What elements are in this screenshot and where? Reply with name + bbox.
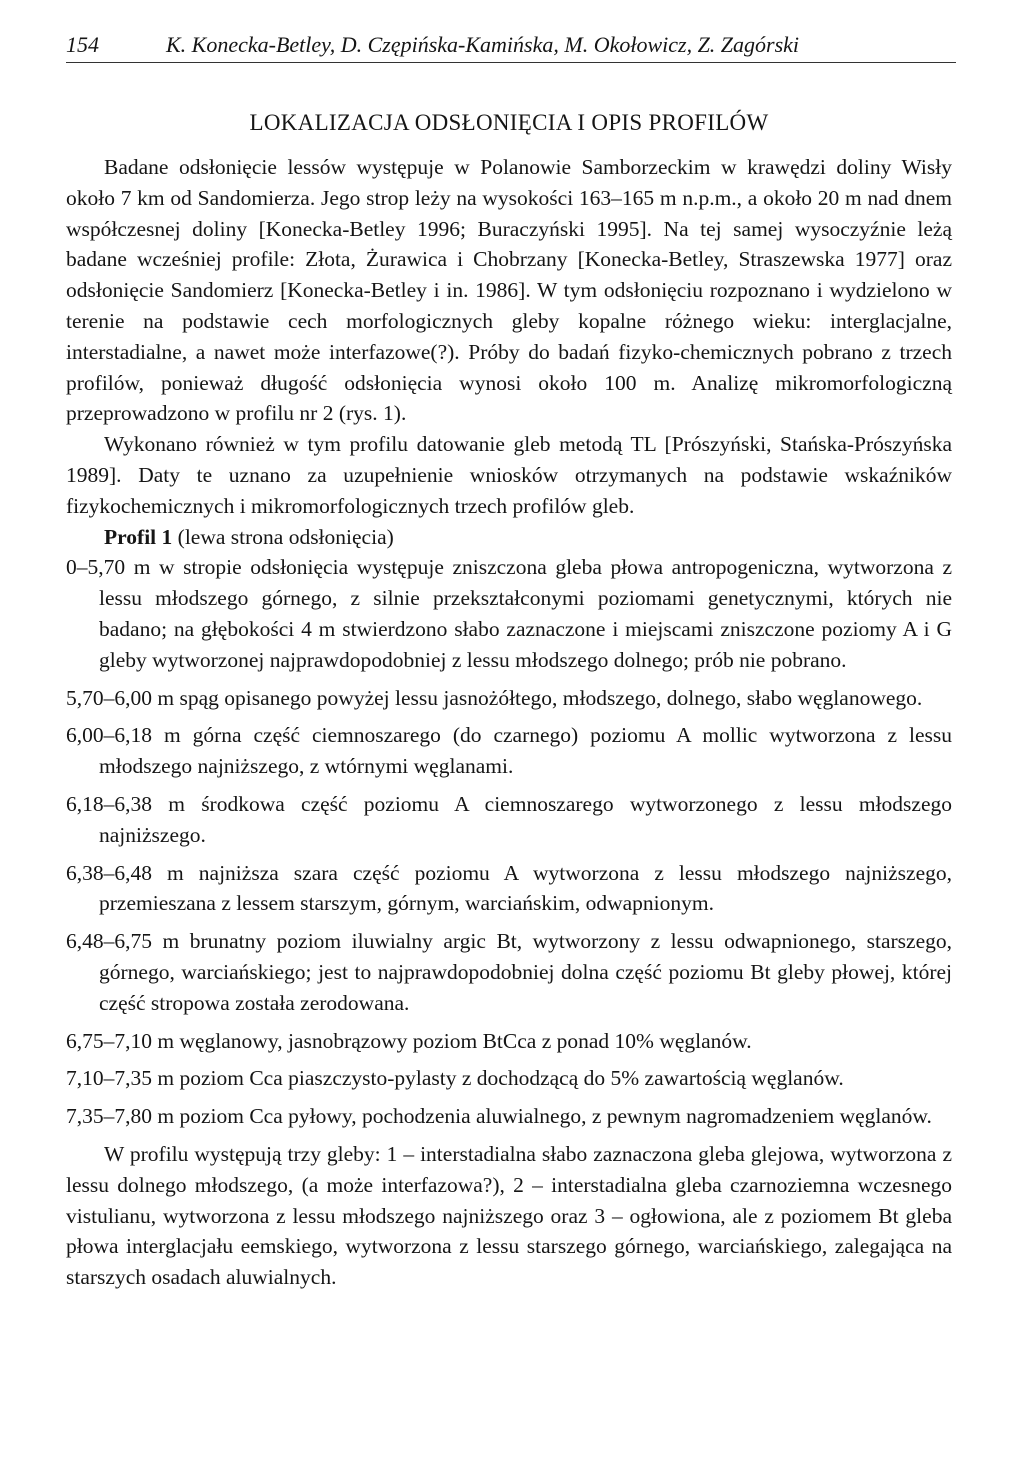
header-authors: K. Konecka-Betley, D. Czępińska-Kamińska, M. Okołowicz, Z. Zagórski [166,32,800,57]
horizon-entry: 7,10–7,35 m poziom Cca piaszczysto-pylasty z dochodzącą do 5% zawartością węglanów. [66,1066,844,1091]
profile-caption: (lewa strona odsłonięcia) [172,524,394,549]
paragraph-summary: W profilu występują trzy gleby: 1 – interstadialna słabo zaznaczona gleba glejowa, wytworzona z lessu dolnego młodszego, (a może interfazowa?), 2 – interstadialna gleba czarnoziemna wczesnego vistulianu, wytworzona z lessu młodszego najniższego oraz 3 – ogłowiona, ale z poziomem Bt gleba płowa interglacjału eemskiego, wytworzona z lessu starszego górnego, warciańskiego, zalegająca na starszych osadach aluwialnych. [66,1141,952,1290]
horizon-entry: 0–5,70 m w stropie odsłonięcia występuje zniszczona gleba płowa antropogeniczna, wytworzona z lessu młodszego górnego, z silnie przekształconymi poziomami genetycznymi, których nie badano; na głębokości 4 m stwierdzono słabo zaznaczone i miejscami zniszczone poziomy A i G gleby wytworzonej najprawdopodobniej z lessu młodszego dolnego; prób nie pobrano. [66,555,952,672]
horizon-entry: 6,75–7,10 m węglanowy, jasnobrązowy poziom BtCca z ponad 10% węglanów. [66,1028,752,1053]
horizon-entry: 6,38–6,48 m najniższa szara część poziomu A wytworzona z lessu młodszego najniższego, przemieszana z lessem starszym, górnym, warciańskim, odwapnionym. [66,860,952,916]
page-number: 154 [66,32,99,57]
section-title: LOKALIZACJA ODSŁONIĘCIA I OPIS PROFILÓW [249,110,769,135]
profile-heading [66,522,952,553]
horizon-entry: 6,18–6,38 m środkowa część poziomu A ciemnoszarego wytworzonego z lessu młodszego najniższego. [66,791,952,847]
paragraph-dating: Wykonano również w tym profilu datowanie gleb metodą TL [Prószyński, Stańska-Prószyńska 1989]. Daty te uznano za uzupełnienie wniosków otrzymanych na podstawie wskaźników fizykochemicznych i mikromorfologicznych trzech profilów gleb. [66,432,952,518]
running-header [66,30,956,63]
horizon-entry: 6,48–6,75 m brunatny poziom iluwialny argic Bt, wytworzony z lessu odwapnionego, starszego, górnego, warciańskiego; jest to najprawdopodobniej dolna część poziomu Bt gleby płowej, której część stropowa została zerodowana. [66,929,952,1015]
horizon-entry: 6,00–6,18 m górna część ciemnoszarego (do czarnego) poziomu A mollic wytworzona z lessu młodszego najniższego, z wtórnymi węglanami. [66,723,952,779]
horizon-entry: 5,70–6,00 m spąg opisanego powyżej lessu jasnożółtego, młodszego, dolnego, słabo węglanowego. [66,685,923,710]
body-text [66,108,952,1293]
paragraph-location: Badane odsłonięcie lessów występuje w Polanowie Samborzeckim w krawędzi doliny Wisły około 7 km od Sandomierza. Jego strop leży na wysokości 163–165 m n.p.m., a około 20 m nad dnem współczesnej doliny [Konecka-Betley 1996; Buraczyński 1995]. Na tej samej wysoczyźnie leżą badane wcześniej profile: Złota, Żurawica i Chobrzany [Konecka-Betley, Straszewska 1977] oraz odsłonięcie Sandomierz [Konecka-Betley i in. 1986]. W tym odsłonięciu rozpoznano i wydzielono w terenie na podstawie cech morfologicznych gleby kopalne różnego wieku: interglacjalne, interstadialne, a nawet może interfazowe(?). Próby do badań fizyko-chemicznych pobrano z trzech profilów, ponieważ długość odsłonięcia wynosi około 100 m. Analizę mikromorfologiczną przeprowadzono w profilu nr 2 (rys. 1). [66,155,952,426]
horizon-entry: 7,35–7,80 m poziom Cca pyłowy, pochodzenia aluwialnego, z pewnym nagromadzeniem węglanów. [66,1104,932,1129]
profile-label: Profil 1 [104,524,173,549]
